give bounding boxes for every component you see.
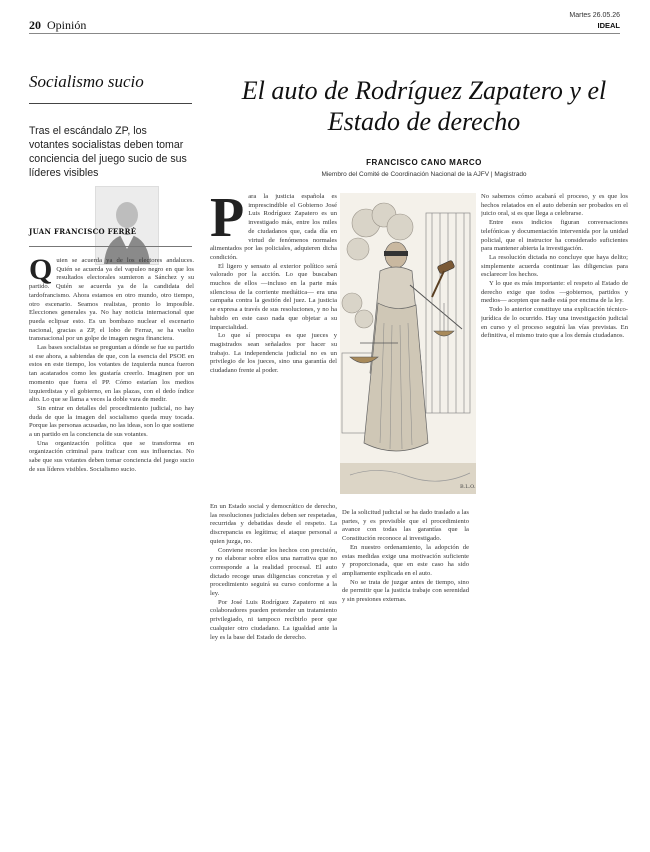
article-paragraph: Conviene recordar los hechos con precisión, y no elaborar sobre ellos una narrativa que no corresponde a la realidad procesal. El auto dictado recoge unas diligencias concretas y el procedimiento seguirá su curso conforme a la ley. — [210, 546, 337, 598]
article-paragraph: Entre esos indicios figuran conversaciones telefónicas y documentación intervenida por la unidad policial, que el instructor ha considerado suficientes para mantener abierta la investigación. — [481, 219, 628, 253]
article-paragraph: El ligero y sensato al exterior político será valorado por la acción. Lo que buscaban muchos de ellos —incluso en la parte más silenciosa de la corriente mediática— era una campaña contra la gestión del juez. La justicia se expresa a través de sus resoluciones, y no ha habido en este caso nada que objetar a su imparcialidad. — [210, 262, 337, 331]
article-paragraph: En un Estado social y democrático de derecho, las resoluciones judiciales deben ser respetadas, recurridas y debatidas desde el respeto. La discrepancia es legítima; el ataque personal a quien juzga, no. — [210, 503, 337, 545]
column-paragraph: Sin entrar en detalles del procedimiento judicial, no hay duda de que la imagen del socialismo queda muy tocada. Porque las personas acusadas, no las ideas, son lo que sostiene a un partido en la conciencia de sus votantes. — [29, 404, 194, 439]
article-paragraph: Lo que sí preocupa es que jueces y magistrados sean señalados por hacer su trabajo. La independencia judicial no es un privilegio de los jueces, sino una garantía del ciudadano frente al poder. — [210, 332, 337, 375]
header-rule — [29, 33, 620, 34]
publication-name: IDEAL — [597, 21, 620, 30]
article-paragraph: La resolución dictada no concluye que haya delito; simplemente acuerda continuar las diligencias para esclarecer los hechos. — [481, 253, 628, 279]
article-body-right — [481, 193, 628, 839]
article-paragraph: Para la justicia española es imprescindible el Gobierno José Luis Rodríguez Zapatero es un investigado más, entre los miles de ciudadanos que, cada día en virtud de fenómenos normales alimentados por las policiales, adquieren dicha condición. — [210, 193, 337, 261]
column-author: JUAN FRANCISCO FERRÉ — [29, 227, 137, 236]
article-paragraph: Por José Luis Rodríguez Zapatero ni sus colaboradores pueden pretender un tratamiento privilegiado, ni tampoco recibirlo peor que cualquier otro ciudadano. La igualdad ante la ley es la base del Estado de derecho. — [210, 598, 337, 641]
article-paragraph: No sabemos cómo acabará el proceso, y es que los hechos relatados en el auto deberán ser probados en el juicio oral, si es que llega a celebrarse. — [481, 193, 628, 218]
author-photo — [95, 186, 159, 265]
article-paragraph: No se trata de juzgar antes de tiempo, sino de permitir que la justicia trabaje con serenidad y sin presiones externas. — [342, 578, 469, 604]
drop-cap: P — [210, 193, 245, 249]
article-paragraph: De la solicitud judicial se ha dado traslado a las partes, y es previsible que el procedimiento avance con todas las garantías que la Constitución reconoce al investigado. — [342, 509, 469, 543]
section-name: Opinión — [47, 18, 87, 32]
column-title: Socialismo sucio — [29, 72, 144, 91]
column-paragraph: Las bases socialistas se preguntan a dónde se fue su partido si ese ahora, a sabiendas de que, con la esencia del PSOE en estos en este tiempo, los votantes de izquierda nunca fueron tan acatarados como les gustaría creerlo. Imaginen por un momento que fuera el PP. Cómo estarían los medios izquierdistas y el gobierno, en las plazas, con el dedo índice alto. Lo que se llama a veces la doble vara de medir. — [29, 344, 194, 404]
issue-date: Martes 26.05.26 — [569, 12, 620, 19]
article-author-role: Miembro del Comité de Coordinación Nacional de la AJFV | Magistrado — [321, 171, 527, 178]
article-body-lower-left — [210, 503, 337, 833]
article-body-lower-middle — [342, 509, 469, 837]
article-paragraph: Y lo que es más importante: el respeto al Estado de derecho exige que todos —gobiernos, partidos y medios— acepten que nadie está por encima de la ley. — [481, 280, 628, 305]
column-paragraph: Quien se acuerda ya de los electores andaluces. Quién se acuerda ya del vapuleo negro en que los resultados electorales sumieron a Sánchez y su partido. Quién se acuerda ya de la candidata del tardofrancismo. Ahora estamos en otro mundo, otro tiempo, otro escenario. Seamos realistas, pronto lo imposible. Elecciones generales ya. No hay noticia internacional que pueda eclipsar esto. Es un bombazo nuclear el escenario nacional, gracias a ZP, el lobo de Ferraz, se ha vuelto transnacional por un golpe de imagen negra financiera. — [29, 257, 194, 343]
column-deck: Tras el escándalo ZP, los votantes socialistas deben tomar conciencia del juego sucio de sus líderes visibles — [29, 125, 187, 179]
article-headline: El auto de Rodríguez Zapatero y el Estado de derecho — [241, 76, 607, 136]
author-portrait-icon — [96, 187, 158, 264]
column-paragraph: Una organización política que se transforma en organización criminal para traficar con sus influencias. No sabe que sus votantes deben tomar conciencia del juego sucio de sus líderes visibles. Socialismo sucio. — [29, 439, 194, 473]
article-author: FRANCISCO CANO MARCO — [366, 158, 482, 167]
author-rule — [29, 246, 192, 247]
justice-illustration — [340, 193, 476, 494]
article-paragraph: En nuestro ordenamiento, la adopción de estas medidas exige una motivación suficiente y proporcionada, que en este caso ha sido ampliamente explicada en el auto. — [342, 543, 469, 577]
drop-cap: Q — [29, 257, 53, 286]
page-number: 20 — [29, 18, 41, 32]
article-paragraph: Todo lo anterior constituye una explicación técnico-jurídica de lo ocurrido. Hay una investigación judicial en curso y el proceso seguirá las vías previstas. En definitiva, el mismo trato que a los demás ciudadanos. — [481, 306, 628, 340]
page-header-left — [29, 18, 86, 33]
column-title-rule — [29, 103, 192, 104]
illustration-credit: B.L.O. — [460, 484, 476, 490]
lady-justice-icon — [340, 193, 476, 494]
article-body-top — [210, 193, 337, 493]
page-header-right — [569, 11, 620, 31]
column-body — [29, 257, 194, 839]
